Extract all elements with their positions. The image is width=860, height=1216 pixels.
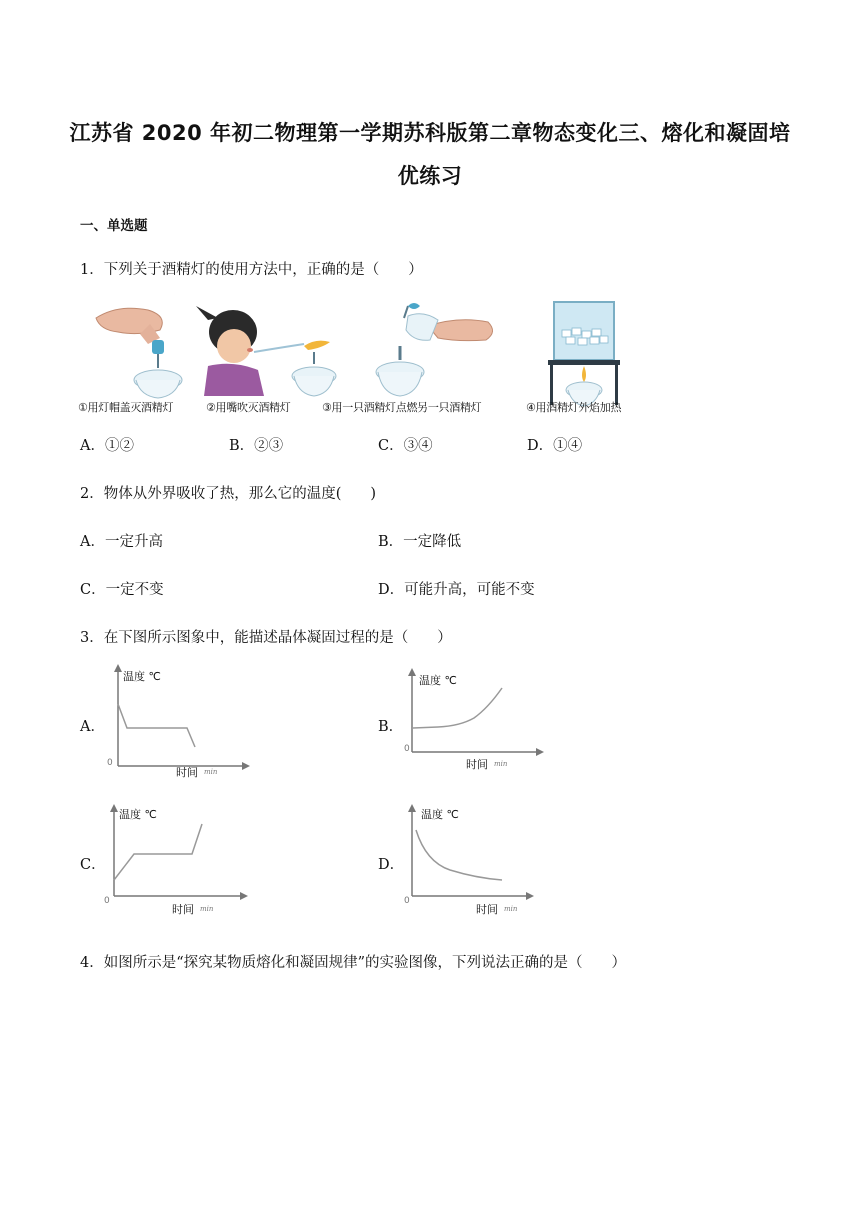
q1-option-b[interactable]: B．②③ xyxy=(229,438,284,454)
q3-option-b-letter[interactable]: B． xyxy=(378,719,404,735)
q1-option-d[interactable]: D．①④ xyxy=(527,438,583,454)
q3-option-d-letter[interactable]: D． xyxy=(378,857,405,873)
graph-c-xlabel: 时间 xyxy=(172,903,194,916)
q3-option-a-letter[interactable]: A． xyxy=(80,719,105,735)
graph-a-origin: 0 xyxy=(107,758,113,768)
image-outer-flame-heating xyxy=(548,302,620,406)
alcohol-lamp-illustrations xyxy=(78,296,648,416)
graph-a-xlabel: 时间 xyxy=(176,766,198,779)
graph-b-xlabel: 时间 xyxy=(466,758,488,771)
q1-caption-4: ④用酒精灯外焰加热 xyxy=(526,401,622,414)
graph-b-ylabel: 温度 ℃ xyxy=(419,674,457,687)
graph-c-ylabel: 温度 ℃ xyxy=(119,808,157,821)
q1-option-c[interactable]: C．③④ xyxy=(378,438,433,454)
document-title-line-1: 江苏省 2020 年初二物理第一学期苏科版第二章物态变化三、熔化和凝固培 xyxy=(69,121,791,145)
q2-option-a[interactable]: A．一定升高 xyxy=(80,534,163,550)
q2-option-d[interactable]: D．可能升高，可能不变 xyxy=(378,582,535,598)
image-lamp-to-lamp xyxy=(376,303,493,396)
q1-option-a[interactable]: A．①② xyxy=(80,438,134,454)
q2-option-b[interactable]: B．一定降低 xyxy=(378,534,462,550)
section-heading-single-choice: 一、单选题 xyxy=(80,218,148,234)
graph-d-xlabel: 时间 xyxy=(476,903,498,916)
q2-option-c[interactable]: C．一定不变 xyxy=(80,582,164,598)
graph-a-xunit: min xyxy=(204,768,218,776)
q1-figure-strip xyxy=(78,296,648,416)
question-2-stem: 2．物体从外界吸收了热，那么它的温度( ) xyxy=(80,486,377,502)
q1-caption-2: ②用嘴吹灭酒精灯 xyxy=(206,401,291,414)
graph-d-ylabel: 温度 ℃ xyxy=(421,808,459,821)
q3-option-c-letter[interactable]: C． xyxy=(80,857,106,873)
graph-a-ylabel: 温度 ℃ xyxy=(123,670,161,683)
image-cap-extinguish xyxy=(96,308,182,398)
document-title-line-2: 优练习 xyxy=(397,164,463,188)
graph-c-xunit: min xyxy=(200,905,214,913)
question-1-stem: 1．下列关于酒精灯的使用方法中，正确的是（ ） xyxy=(80,262,423,278)
graph-c-origin: 0 xyxy=(104,896,110,906)
q1-caption-1: ①用灯帽盖灭酒精灯 xyxy=(78,401,174,414)
image-blow-extinguish xyxy=(196,306,336,396)
question-4-stem: 4．如图所示是“探究某物质熔化和凝固规律”的实验图像，下列说法正确的是（ ） xyxy=(80,955,627,971)
graph-d-origin: 0 xyxy=(404,896,410,906)
question-3-stem: 3．在下图所示图象中，能描述晶体凝固过程的是（ ） xyxy=(80,630,452,646)
q1-caption-3: ③用一只酒精灯点燃另一只酒精灯 xyxy=(322,401,482,414)
graph-b-xunit: min xyxy=(494,760,508,768)
graph-d-xunit: min xyxy=(504,905,518,913)
graph-b-origin: 0 xyxy=(404,744,410,754)
